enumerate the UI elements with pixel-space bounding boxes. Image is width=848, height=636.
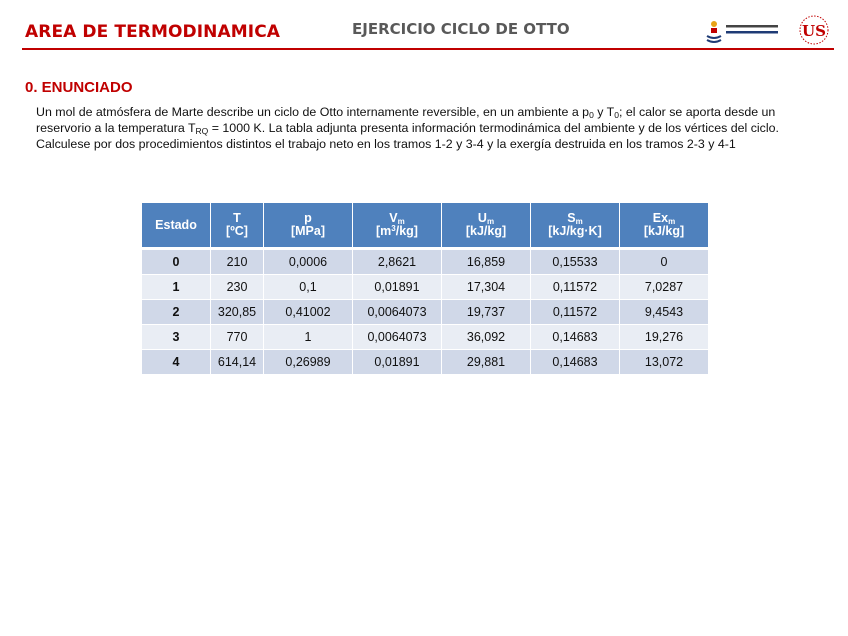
table-cell: 19,276: [620, 325, 709, 350]
table-row: [142, 350, 708, 375]
table-cell: 0,41002: [264, 300, 353, 325]
table-cell: 0,01891: [353, 350, 442, 375]
table-cell: 210: [211, 249, 264, 275]
column-header-volume: $V_m$ $[m^3/kg]$: [353, 203, 442, 249]
problem-statement: Un mol de atmósfera de Marte describe un ciclo de Otto internamente reversible, en un ambiente a $p_0$ y $T_0$; el calor se aporta desde un reservorio a la temperatura $T_{RQ} = 1000$ K. La tabla adjunta presenta información termodinámica del ambiente y de los vértices del ciclo. Calculese por dos procedimientos distintos el trabajo neto en los tramos 1-2 y 3-4 y la exergía destruida en los tramos 2-3 y 4-1: [36, 105, 779, 151]
table-cell: 0,11572: [531, 275, 620, 300]
table-row: [142, 300, 708, 325]
table-cell: 13,072: [620, 350, 709, 375]
table-cell: 7,0287: [620, 275, 709, 300]
table-cell: 16,859: [442, 249, 531, 275]
table-cell: 0,1: [264, 275, 353, 300]
table-cell: 614,14: [211, 350, 264, 375]
column-header-estado: Estado: [142, 203, 211, 249]
table-header-row: [142, 203, 708, 249]
table-cell: 770: [211, 325, 264, 350]
area-title: AREA DE TERMODINAMICA: [25, 22, 281, 42]
svg-text:US: US: [802, 22, 826, 40]
thermo-data-table: [142, 203, 708, 375]
table-cell: 0,15533: [531, 249, 620, 275]
exercise-title: EJERCICIO CICLO DE OTTO: [352, 20, 570, 38]
table-row: [142, 249, 708, 275]
table-cell: 0: [620, 249, 709, 275]
table-cell: 0,26989: [264, 350, 353, 375]
header-divider: [22, 48, 834, 50]
table-cell-estado: 2: [142, 300, 211, 325]
section-heading: 0. ENUNCIADO: [25, 79, 133, 96]
table-cell-estado: 1: [142, 275, 211, 300]
table-cell: 0,0064073: [353, 325, 442, 350]
column-header-pressure: p [MPa]: [264, 203, 353, 249]
table-row: [142, 275, 708, 300]
table-cell: 0,11572: [531, 300, 620, 325]
table-cell: 0,14683: [531, 350, 620, 375]
table-cell: 0,0064073: [353, 300, 442, 325]
universidad-sevilla-seal-icon: [796, 14, 832, 46]
column-header-internal-energy: $U_m$ [kJ/kg]: [442, 203, 531, 249]
escuela-ingenieria-logo: [706, 18, 782, 44]
table-cell: 2,8621: [353, 249, 442, 275]
table-cell: 0,14683: [531, 325, 620, 350]
column-header-temperature: T [ºC]: [211, 203, 264, 249]
column-header-entropy: $S_m$ [kJ/kg·K]: [531, 203, 620, 249]
table-cell: 320,85: [211, 300, 264, 325]
table-cell: 17,304: [442, 275, 531, 300]
table-cell: 1: [264, 325, 353, 350]
column-header-exergy: $Ex_m$ [kJ/kg]: [620, 203, 709, 249]
table-cell: 230: [211, 275, 264, 300]
table-cell: 0,01891: [353, 275, 442, 300]
table-cell: 0,0006: [264, 249, 353, 275]
table-cell: 29,881: [442, 350, 531, 375]
table-cell-estado: 4: [142, 350, 211, 375]
table-cell: 9,4543: [620, 300, 709, 325]
table-cell: 19,737: [442, 300, 531, 325]
table-row: [142, 325, 708, 350]
table-cell-estado: 0: [142, 249, 211, 275]
table-cell: 36,092: [442, 325, 531, 350]
table-cell-estado: 3: [142, 325, 211, 350]
slide-header: [0, 0, 848, 52]
